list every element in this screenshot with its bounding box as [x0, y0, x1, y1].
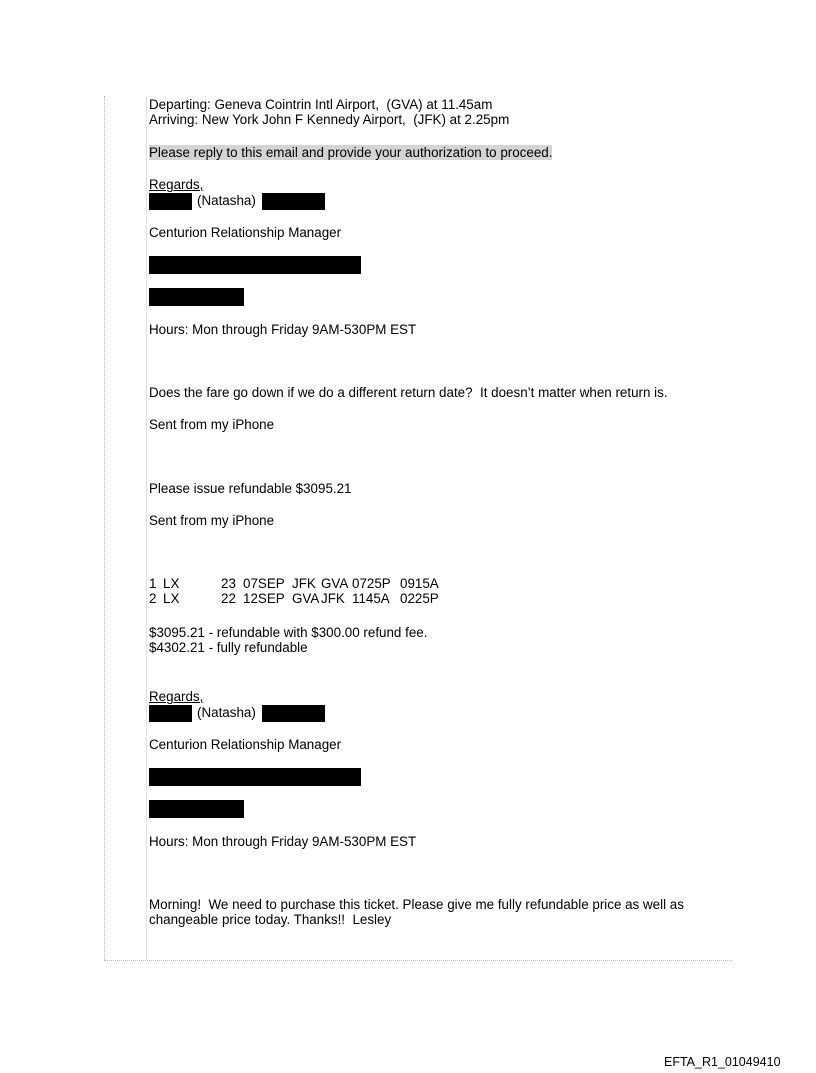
flight-num: 2 — [149, 591, 157, 606]
flight-destination: GVA — [321, 576, 349, 591]
redaction-first-name-2 — [149, 705, 192, 722]
fare-question: Does the fare go down if we do a different return date? It doesn’t matter when return is. — [149, 385, 668, 400]
fare-option-1: $3095.21 - refundable with $300.00 refund fee. — [149, 625, 428, 640]
initial-request-line-2: changeable price today. Thanks!! Lesley — [149, 912, 392, 927]
nickname-1: (Natasha) — [197, 193, 256, 208]
redaction-contact-1 — [149, 256, 361, 274]
flight-destination: JFK — [321, 591, 345, 606]
hours-2: Hours: Mon through Friday 9AM-530PM EST — [149, 834, 417, 849]
redaction-phone-1 — [149, 288, 244, 306]
redaction-last-name-2 — [262, 705, 325, 722]
frame-left-border — [104, 96, 105, 960]
flight-carrier: LX — [163, 591, 180, 606]
redaction-first-name-1 — [149, 193, 192, 210]
flight-num: 1 — [149, 576, 157, 591]
regards-2: Regards, — [149, 689, 204, 704]
redaction-phone-2 — [149, 800, 244, 818]
flight-departure-time: 1145A — [352, 591, 390, 606]
departing-line: Departing: Geneva Cointrin Intl Airport, (GVA) at 11.45am — [149, 97, 493, 112]
title-1: Centurion Relationship Manager — [149, 225, 342, 240]
frame-bottom-border — [104, 960, 732, 961]
sent-from-2: Sent from my iPhone — [149, 513, 275, 528]
flight-arrival-time: 0225P — [400, 591, 439, 606]
nickname-2: (Natasha) — [197, 705, 256, 720]
flight-number: 22 — [221, 591, 236, 606]
fare-option-2: $4302.21 - fully refundable — [149, 640, 308, 655]
title-2: Centurion Relationship Manager — [149, 737, 342, 752]
flight-origin: GVA — [292, 591, 320, 606]
sent-from-1: Sent from my iPhone — [149, 417, 275, 432]
flight-origin: JFK — [292, 576, 316, 591]
document-id: EFTA_R1_01049410 — [664, 1055, 781, 1069]
flight-date: 12SEP — [243, 591, 285, 606]
flight-departure-time: 0725P — [352, 576, 391, 591]
initial-request-line-1: Morning! We need to purchase this ticket. Please give me fully refundable price as well as — [149, 897, 684, 912]
regards-1: Regards, — [149, 177, 204, 192]
arriving-line: Arriving: New York John F Kennedy Airport, (JFK) at 2.25pm — [149, 112, 510, 127]
redaction-contact-2 — [149, 768, 361, 786]
highlighted-text: Please reply to this email and provide your authorization to proceed. — [149, 145, 553, 160]
authorization-request — [149, 145, 552, 160]
flight-number: 23 — [221, 576, 236, 591]
redaction-last-name-1 — [262, 193, 325, 210]
flight-date: 07SEP — [243, 576, 285, 591]
issue-request: Please issue refundable $3095.21 — [149, 481, 352, 496]
flight-carrier: LX — [163, 576, 180, 591]
frame-inner-border — [146, 96, 147, 960]
hours-1: Hours: Mon through Friday 9AM-530PM EST — [149, 322, 417, 337]
flight-arrival-time: 0915A — [400, 576, 439, 591]
